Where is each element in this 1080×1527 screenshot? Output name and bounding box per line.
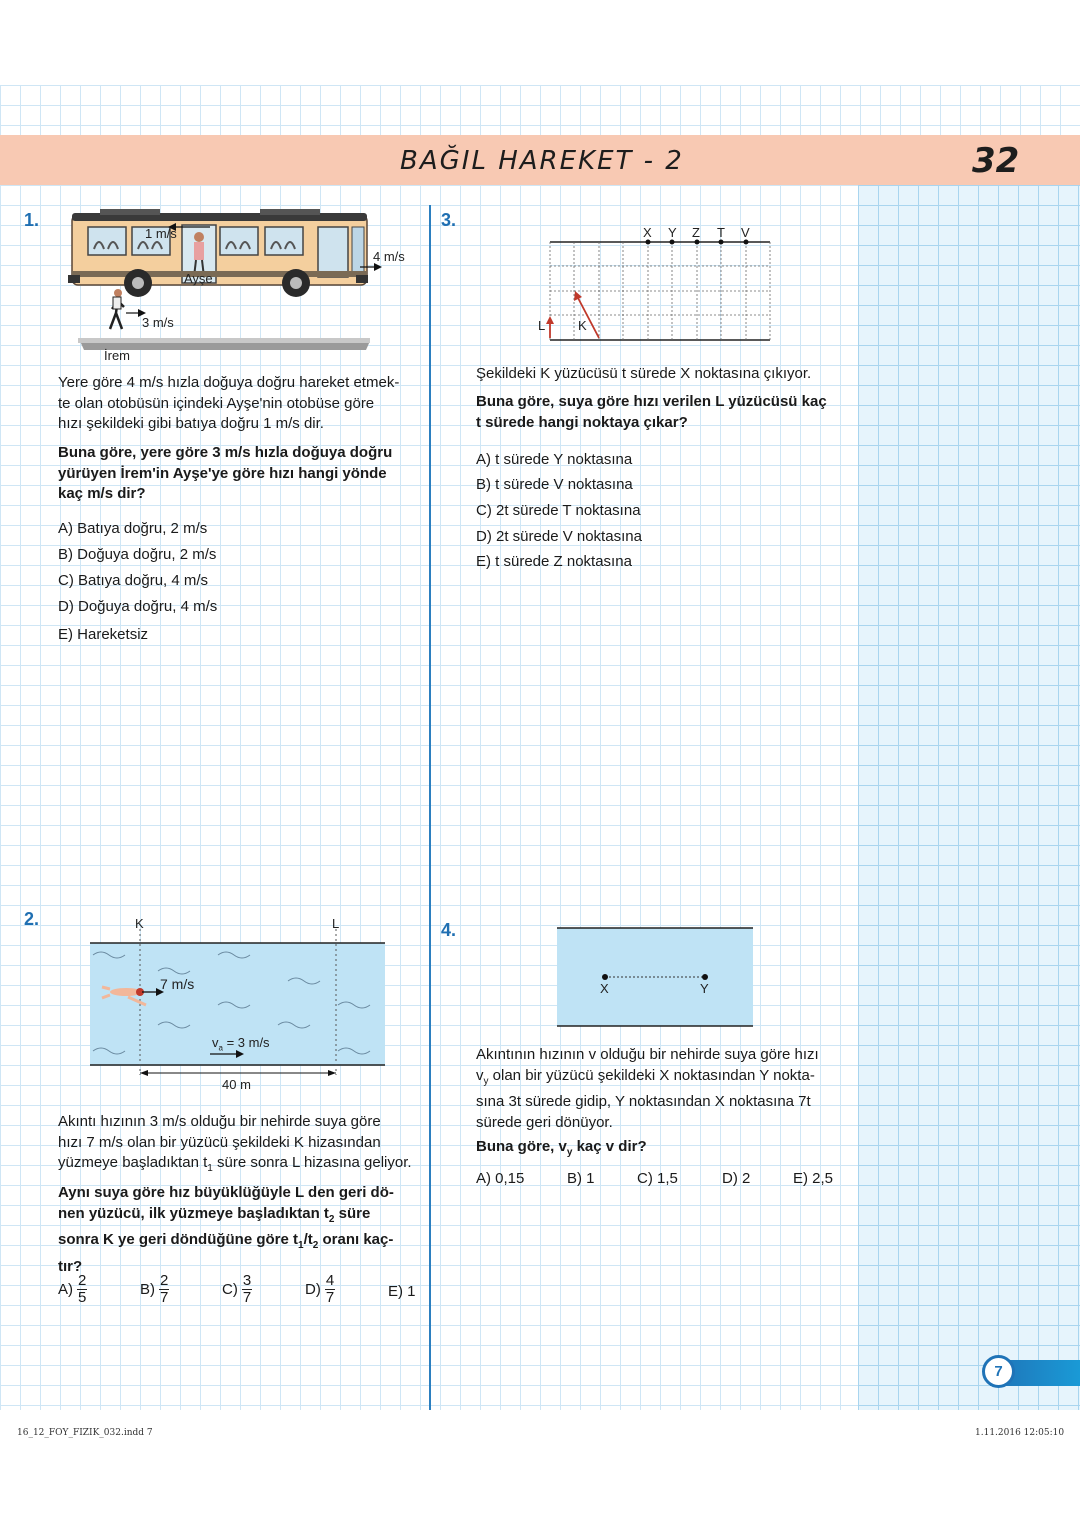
point-y-label: Y xyxy=(700,981,709,996)
ayse-label: Ayşe xyxy=(184,271,213,286)
point-y-label: Y xyxy=(668,225,677,240)
question-3-number: 3. xyxy=(441,210,457,230)
column-divider xyxy=(429,205,431,1410)
point-x-label: X xyxy=(643,225,652,240)
irem-velocity-label: 3 m/s xyxy=(142,315,174,330)
q2-option-b[interactable]: B) $\frac{2}{7}$ xyxy=(140,1272,169,1306)
bus-velocity-label: 4 m/s xyxy=(373,249,405,264)
question-4-number: 4. xyxy=(441,920,457,940)
point-z-label: Z xyxy=(692,225,700,240)
q4-option-e[interactable]: E) 2,5 xyxy=(793,1170,834,1187)
distance-label: 40 m xyxy=(222,1077,251,1092)
q2-option-d[interactable]: D) $\frac{4}{7}$ xyxy=(305,1272,335,1306)
question-4-text: Akıntının hızının v olduğu bir nehirde suya göre hızı $v_y$ olan bir yüzücü şekildeki X noktasından Y nokta- sına 3t sürede gidip, Y noktasından X noktasına 7t sürede geri dönüyor. xyxy=(476,1046,819,1131)
q4-option-c[interactable]: C) 1,5 xyxy=(637,1170,678,1187)
q3-option-b[interactable]: B) t sürede V noktasına xyxy=(476,476,633,493)
page-number: 7 xyxy=(982,1355,1015,1388)
q3-option-a[interactable]: A) t sürede Y noktasına xyxy=(476,451,633,468)
question-2-stem: Aynı suya göre hız büyüklüğüyle L den geri dö- nen yüzücü, ilk yüzmeye başladıktan $t_2$ süre sonra K ye geri döndüğüne göre $t_1/t_2$ oranı kaç- tır? xyxy=(58,1184,394,1275)
l-line-label: L xyxy=(332,916,340,931)
point-t-label: T xyxy=(717,225,725,240)
question-2-text: Akıntı hızının 3 m/s olduğu bir nehirde suya göre hızı 7 m/s olan bir yüzücü şekildeki K hizasından yüzmeye başladıktan $t_1$ süre sonra L hizasına geliyor. xyxy=(58,1113,412,1174)
q2-option-c[interactable]: C) $\frac{3}{7}$ xyxy=(222,1272,252,1306)
q2-option-e[interactable]: E) 1 xyxy=(388,1283,416,1300)
question-1-stem: Buna göre, yere göre 3 m/s hızla doğuya doğru yürüyen İrem'in Ayşe'ye göre hızı hangi yönde kaç m/s dir? xyxy=(58,444,393,502)
point-x-label: X xyxy=(600,981,609,996)
margin-grid-panel xyxy=(858,185,1080,1410)
footer-timestamp: 1.11.2016 12:05:10 xyxy=(975,1428,1065,1438)
point-v-label: V xyxy=(741,225,750,240)
question-3-text: Şekildeki K yüzücüsü t sürede X noktasına çıkıyor. xyxy=(476,365,812,382)
q4-option-d[interactable]: D) 2 xyxy=(722,1170,751,1187)
q1-option-c[interactable]: C) Batıya doğru, 4 m/s xyxy=(58,572,209,589)
swimmer-velocity-label: 7 m/s xyxy=(160,976,195,992)
q4-option-a[interactable]: A) 0,15 xyxy=(476,1170,525,1187)
sheet-number: 32 xyxy=(972,141,1020,181)
q1-option-d[interactable]: D) Doğuya doğru, 4 m/s xyxy=(58,598,218,615)
q1-option-a[interactable]: A) Batıya doğru, 2 m/s xyxy=(58,520,208,537)
q1-option-b[interactable]: B) Doğuya doğru, 2 m/s xyxy=(58,546,217,563)
current-velocity-label: $v_a = 3$ m/s xyxy=(212,1035,270,1053)
k-line-label: K xyxy=(135,916,144,931)
q2-option-a[interactable]: A) $\frac{2}{5}$ xyxy=(58,1272,87,1306)
q1-option-e[interactable]: E) Hareketsiz xyxy=(58,626,149,643)
bus-figure xyxy=(60,205,420,365)
ayse-velocity-label: 1 m/s xyxy=(145,226,177,241)
page-title: BAĞIL HAREKET - 2 xyxy=(400,146,684,176)
irem-label: İrem xyxy=(104,348,130,363)
question-2-number: 2. xyxy=(24,909,40,929)
question-1-text: Yere göre 4 m/s hızla doğuya doğru hareket etmek- te olan otobüsün içindeki Ayşe'nin otobüse göre hızı şekildeki gibi batıya doğru 1 m/s dir. xyxy=(58,374,400,432)
q4-option-b[interactable]: B) 1 xyxy=(567,1170,595,1187)
swimmer-k-label: K xyxy=(578,318,587,333)
q3-option-d[interactable]: D) 2t sürede V noktasına xyxy=(476,528,642,545)
q3-option-c[interactable]: C) 2t sürede T noktasına xyxy=(476,502,641,519)
question-4-stem: Buna göre, $v_y$ kaç v dir? xyxy=(476,1138,647,1158)
q3-option-e[interactable]: E) t sürede Z noktasına xyxy=(476,553,632,570)
question-3-stem: Buna göre, suya göre hızı verilen L yüzücüsü kaç t sürede hangi noktaya çıkar? xyxy=(476,393,827,431)
river-xy-figure xyxy=(555,926,755,1030)
grid-river-figure xyxy=(535,230,780,345)
question-1-number: 1. xyxy=(24,210,40,230)
river-figure xyxy=(88,925,388,1100)
swimmer-l-label: L xyxy=(538,318,546,333)
footer-file-name: 16_12_FOY_FIZIK_032.indd 7 xyxy=(17,1428,153,1438)
